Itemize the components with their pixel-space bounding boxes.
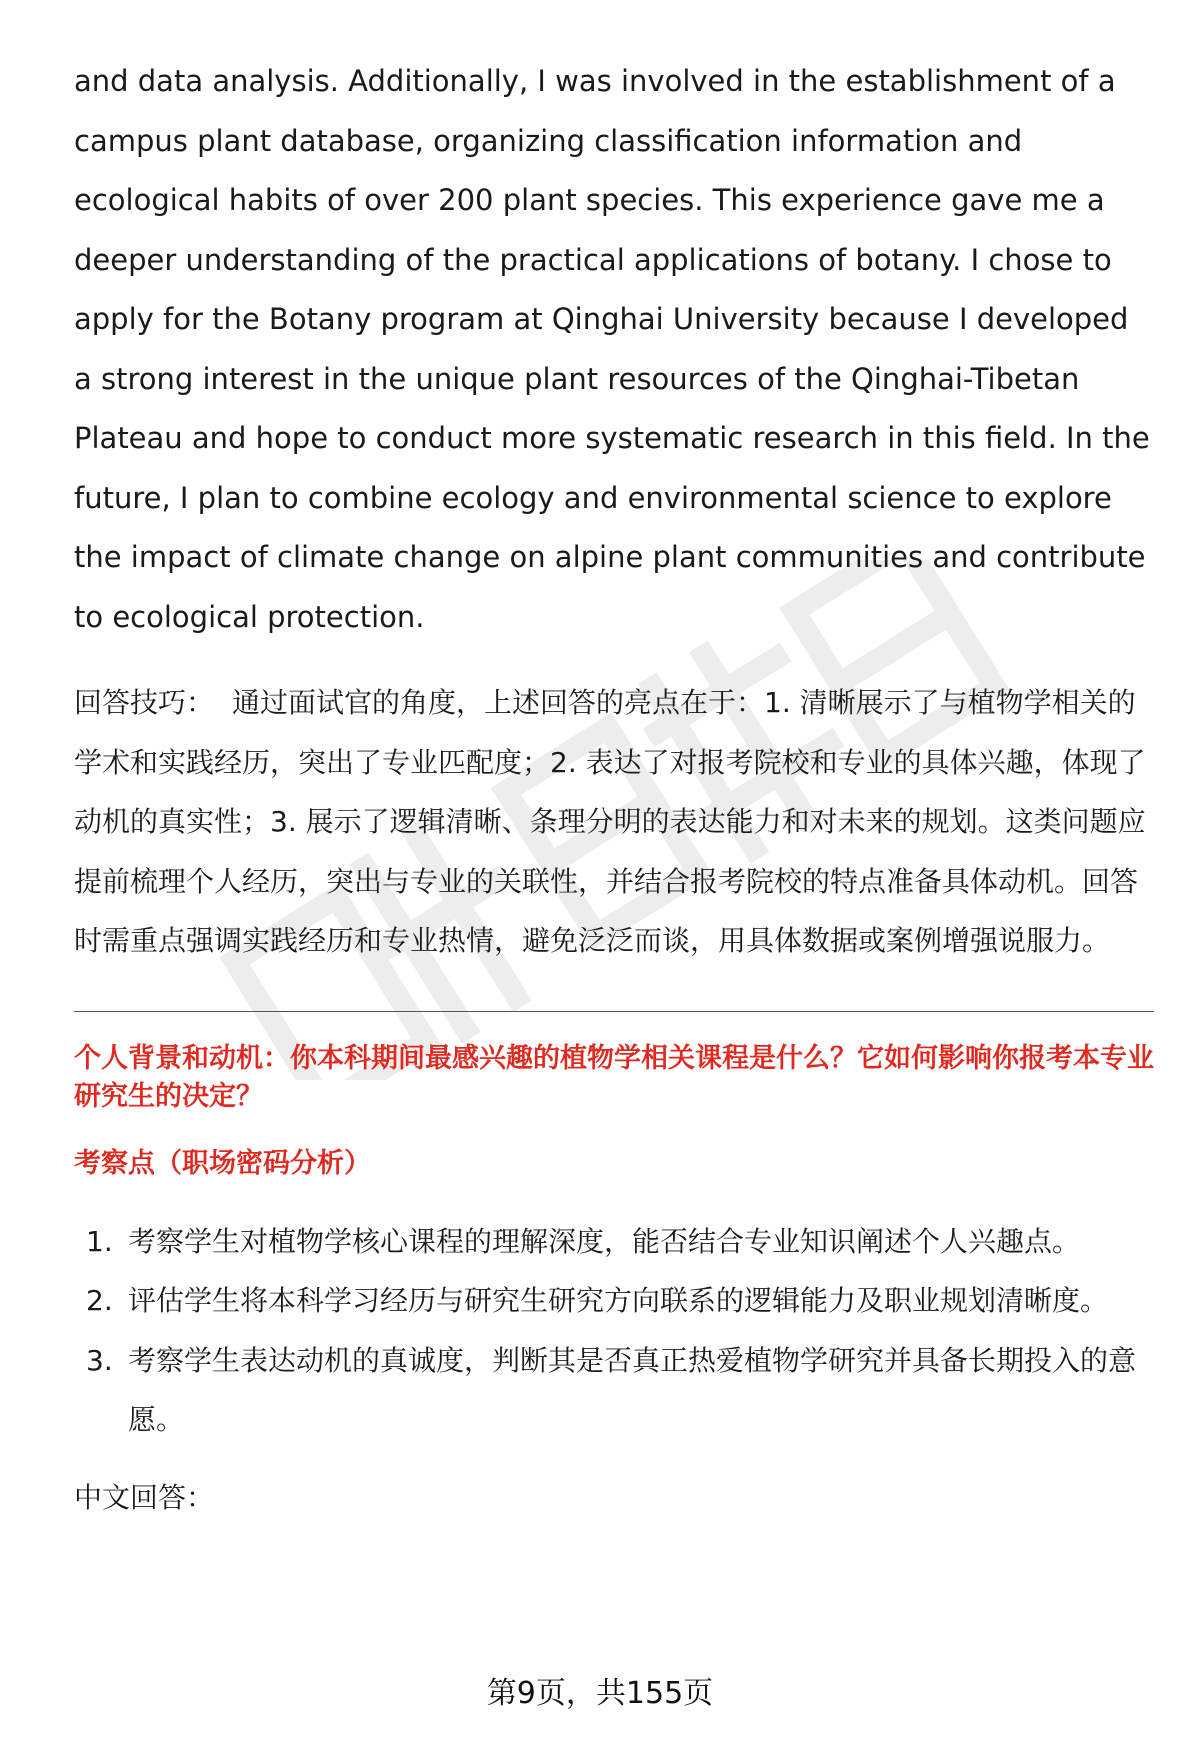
answer-tips-text: 通过面试官的角度，上述回答的亮点在于：1. 清晰展示了与植物学相关的学术和实践经历，突出了专业匹配度；2. 表达了对报考院校和专业的具体兴趣，体现了动机的真实性；3. 展示了逻辑清晰、条理分明的表达能力和对未来的规划。这类问题应提前梳理个人经历，突出与专业的关联性，并结合报考院校的特点准备具体动机。回答时需重点强调实践经历和专业热情，避免泛泛而谈，用具体数据或案例增强说服力。	[74, 686, 1146, 957]
chinese-answer-label: 中文回答：	[74, 1480, 215, 1514]
list-item	[74, 1331, 1154, 1450]
exam-points-list	[74, 1212, 1154, 1450]
list-item-text: 考察学生表达动机的真诚度，判断其是否真正热爱植物学研究并具备长期投入的意愿。	[128, 1343, 1137, 1436]
question-heading: 个人背景和动机：你本科期间最感兴趣的植物学相关课程是什么？它如何影响你报考本专业研究生的决定？	[74, 1042, 1154, 1112]
english-answer-paragraph: and data analysis. Additionally, I was involved in the establishment of a campus plant database, organizing classification information and ecological habits of over 200 plant species. This experience gave me a deeper understanding of the practical applications of botany. I chose to apply for the Botany program at Qinghai University because I developed a strong interest in the unique plant resources of the Qinghai-Tibetan Plateau and hope to conduct more systematic research in this field. In the future, I plan to combine ecology and environmental science to explore the impact of climate change on alpine plant communities and contribute to ecological protection.	[74, 64, 1150, 634]
answer-tips-label: 回答技巧：	[74, 686, 215, 719]
list-item-number: 1.	[86, 1224, 113, 1258]
list-item-number: 2.	[86, 1284, 113, 1317]
list-item	[74, 1212, 1154, 1272]
page-number-footer: 第9页，共155页	[486, 1676, 714, 1711]
exam-points-title: 考察点（职场密码分析）	[74, 1147, 371, 1179]
list-item-number: 3.	[86, 1343, 113, 1377]
list-item	[74, 1271, 1154, 1331]
section-divider	[74, 1011, 1154, 1012]
answer-tips-paragraph	[74, 673, 1154, 971]
list-item-text: 考察学生对植物学核心课程的理解深度，能否结合专业知识阐述个人兴趣点。	[128, 1224, 1081, 1258]
list-item-text: 评估学生将本科学习经历与研究生研究方向联系的逻辑能力及职业规划清晰度。	[128, 1284, 1109, 1317]
page-content	[74, 52, 1154, 1527]
